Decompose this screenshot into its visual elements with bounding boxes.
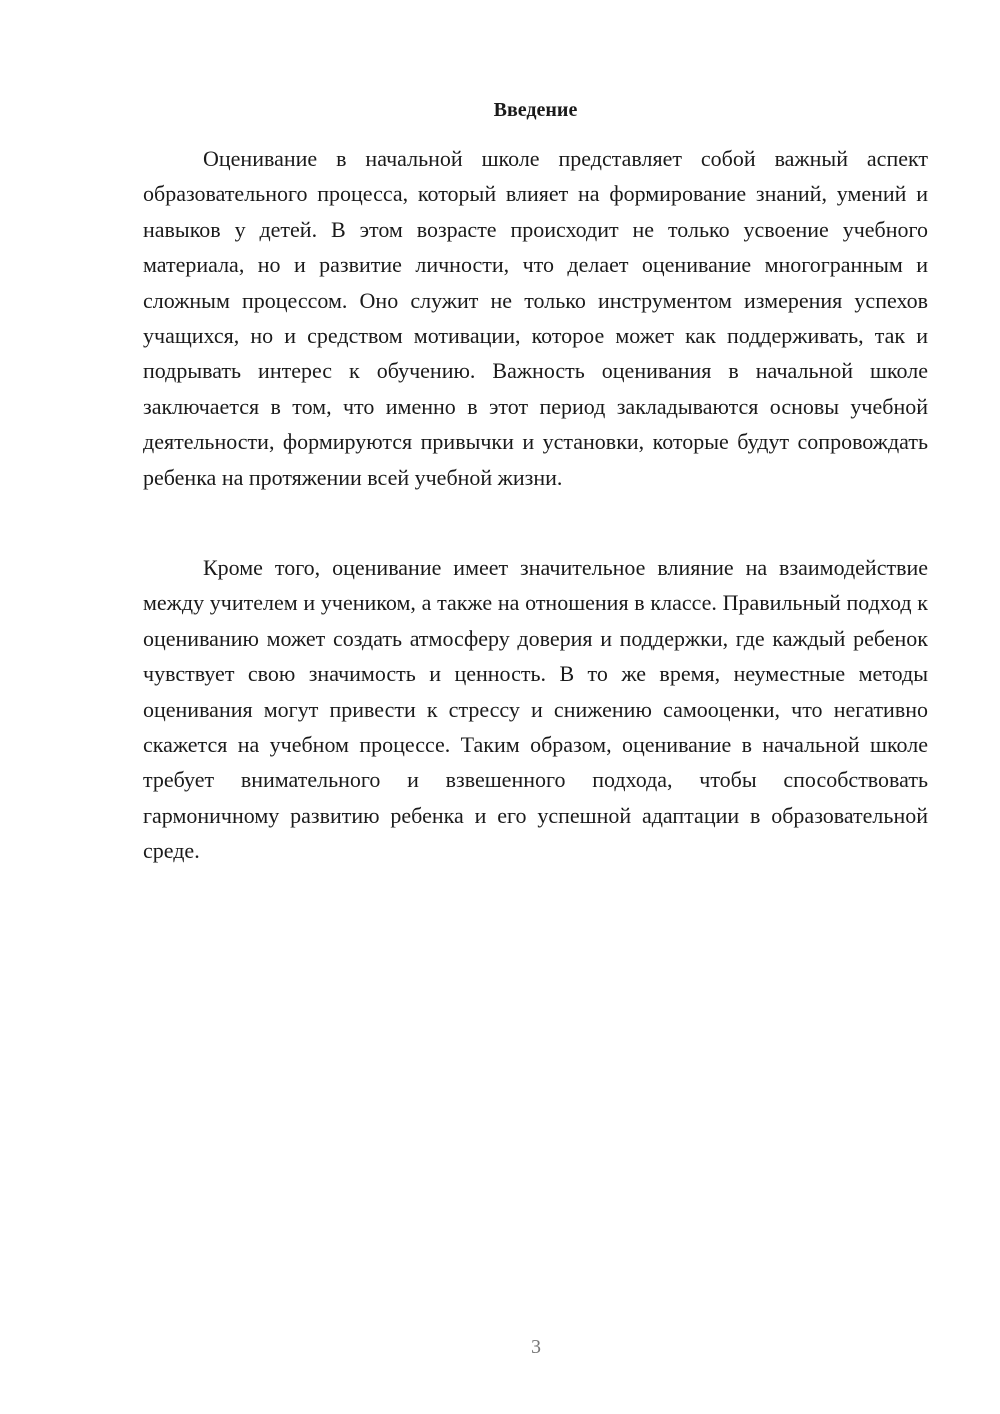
paragraph-1: Оценивание в начальной школе представляет собой важный аспект образовательного процесса, который влияет на формирование знаний, умений и навыков у детей. В этом возрасте происходит не только усвоение учебного материала, но и развитие личности, что делает оценивание многогранным и сложным процессом. Оно служит не только инструментом измерения успехов учащихся, но и средством мотивации, которое может как поддерживать, так и подрывать интерес к обучению. Важность оценивания в начальной школе заключается в том, что именно в этот период закладываются основы учебной деятельности, формируются привычки и установки, которые будут сопровождать ребенка на протяжении всей учебной жизни.	[143, 146, 928, 490]
section-title: Введение	[493, 99, 578, 121]
page-number: 3	[531, 1336, 541, 1358]
paragraph-2: Кроме того, оценивание имеет значительное влияние на взаимодействие между учителем и учеником, а также на отношения в классе. Правильный подход к оцениванию может создать атмосферу доверия и поддержки, где каждый ребенок чувствует свою значимость и ценность. В то же время, неуместные методы оценивания могут привести к стрессу и снижению самооценки, что негативно скажется на учебном процессе. Таким образом, оценивание в начальной школе требует внимательного и взвешенного подхода, чтобы способствовать гармоничному развитию ребенка и его успешной адаптации в образовательной среде.	[143, 555, 928, 864]
